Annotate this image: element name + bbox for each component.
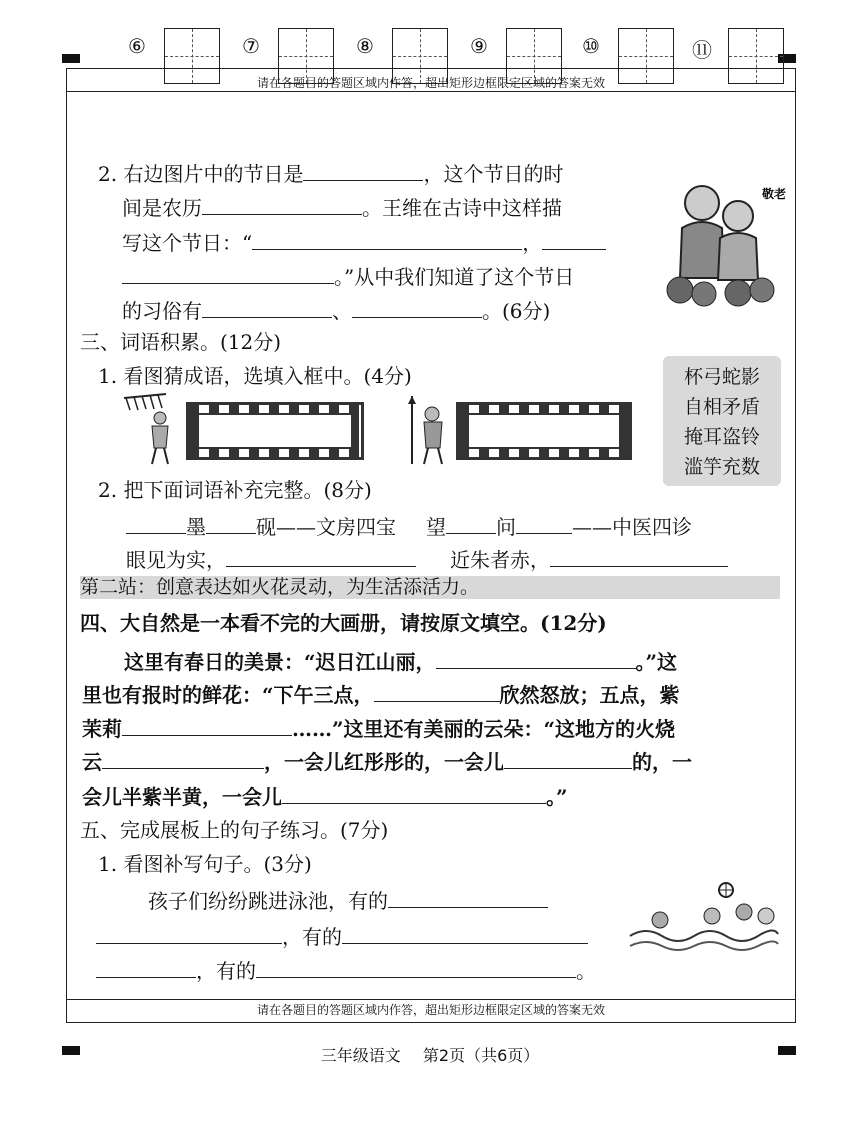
answer-blank[interactable] [202,297,332,318]
writing-box[interactable] [278,28,334,84]
grid-number: ⑨ [470,34,488,58]
grid-number: ⑦ [242,34,260,58]
footer-notice: 请在各题目的答题区域内作答，超出矩形边框限定区域的答案无效 [256,1003,605,1017]
answer-blank[interactable] [202,194,362,215]
header-notice: 请在各题目的答题区域内作答，超出矩形边框限定区域的答案无效 [256,76,605,90]
idiom-option: 杯弓蛇影 [683,366,760,388]
q2-line3: 写这个节日：“ ， [122,229,606,255]
writing-box[interactable] [164,28,220,84]
s4-line1: 这里有春日的美景：“迟日江山丽， 。”这 [124,650,678,674]
umbrella-figure-image [120,392,182,466]
idiom-option: 自相矛盾 [683,396,760,418]
spear-figure-image [402,394,454,466]
subject-label: 三年级语文 [320,1046,401,1065]
q2-line5: 的习俗有 、 。(6分) [122,299,551,323]
writing-box[interactable] [392,28,448,84]
q2-line1: 2. 右边图片中的节日是 ，这个节日的时 [98,162,564,186]
section-5-title: 五、完成展板上的句子练习。(7分) [80,818,389,842]
idiom-options [663,356,781,486]
writing-box[interactable] [506,28,562,84]
writing-box[interactable] [728,28,784,84]
grid-number: ⑥ [128,34,146,58]
answer-blank[interactable] [226,546,416,567]
elderly-couple-image [660,168,787,308]
answer-blank[interactable] [102,748,264,769]
answer-blank[interactable] [436,648,636,669]
answer-blank[interactable] [252,229,522,250]
respect-label: 敬老 [762,187,787,201]
answer-blank[interactable] [504,748,632,769]
s5-line3: ，有的 。 [96,957,596,983]
answer-blank[interactable] [206,513,256,534]
s5-line2: ，有的 [96,923,588,949]
idiom-option: 滥竽充数 [683,456,760,478]
q2-line2: 间是农历 。王维在古诗中这样描 [122,196,562,220]
answer-blank[interactable] [96,957,196,978]
page-footer [0,1043,860,1066]
section-3-title: 三、词语积累。(12分) [80,330,282,354]
writing-grid-row [90,28,780,90]
answer-blank[interactable] [122,715,292,736]
grid-number: ⑪ [692,38,712,62]
s3-row2: 眼见为实， 近朱者赤， [126,546,728,572]
s5-q1: 1. 看图补写句子。(3分) [98,852,312,876]
answer-blank[interactable] [542,229,606,250]
answer-blank[interactable] [282,783,546,804]
answer-blank[interactable] [122,263,334,284]
s5-line1: 孩子们纷纷跳进泳池，有的 [148,887,548,913]
answer-blank[interactable] [446,513,496,534]
s3-row1: 墨 砚——文房四宝 望 问 ——中医四诊 [126,513,692,539]
page-number: 第2页（共6页） [422,1046,540,1065]
station-2-banner: 第二站：创意表达如火花灵动，为生活添活力。 [80,576,780,599]
s4-line4: 云 ，一会儿红彤彤的，一会儿 的，一 [82,750,692,774]
answer-blank[interactable] [256,957,576,978]
s4-line2: 里也有报时的鲜花：“下午三点， 欣然怒放；五点，紫 [82,683,680,707]
idiom-answer-box[interactable] [456,402,632,460]
answer-blank[interactable] [352,297,482,318]
registration-mark [62,54,80,63]
idiom-answer-box[interactable] [186,402,364,460]
writing-box[interactable] [618,28,674,84]
answer-blank[interactable] [96,923,282,944]
grid-number: ⑧ [356,34,374,58]
answer-blank[interactable] [303,160,423,181]
q2-line4: 。”从中我们知道了这个节日 [122,263,574,289]
s4-line5: 会儿半紫半黄，一会儿 。” [82,785,568,809]
answer-blank[interactable] [126,513,186,534]
answer-blank[interactable] [516,513,572,534]
answer-blank[interactable] [550,546,728,567]
idiom-option: 掩耳盗铃 [683,426,760,448]
grid-number: ⑩ [582,34,600,58]
swimming-children-image [626,876,782,956]
answer-blank[interactable] [388,887,548,908]
section-4-title: 四、大自然是一本看不完的大画册，请按原文填空。(12分) [80,611,607,635]
s3-q1: 1. 看图猜成语，选填入框中。(4分) [98,364,412,388]
answer-blank[interactable] [342,923,588,944]
s4-line3: 茉莉 ……”这里还有美丽的云朵：“这地方的火烧 [82,717,676,741]
answer-blank[interactable] [374,681,500,702]
s3-q2: 2. 把下面词语补充完整。(8分) [98,478,372,502]
